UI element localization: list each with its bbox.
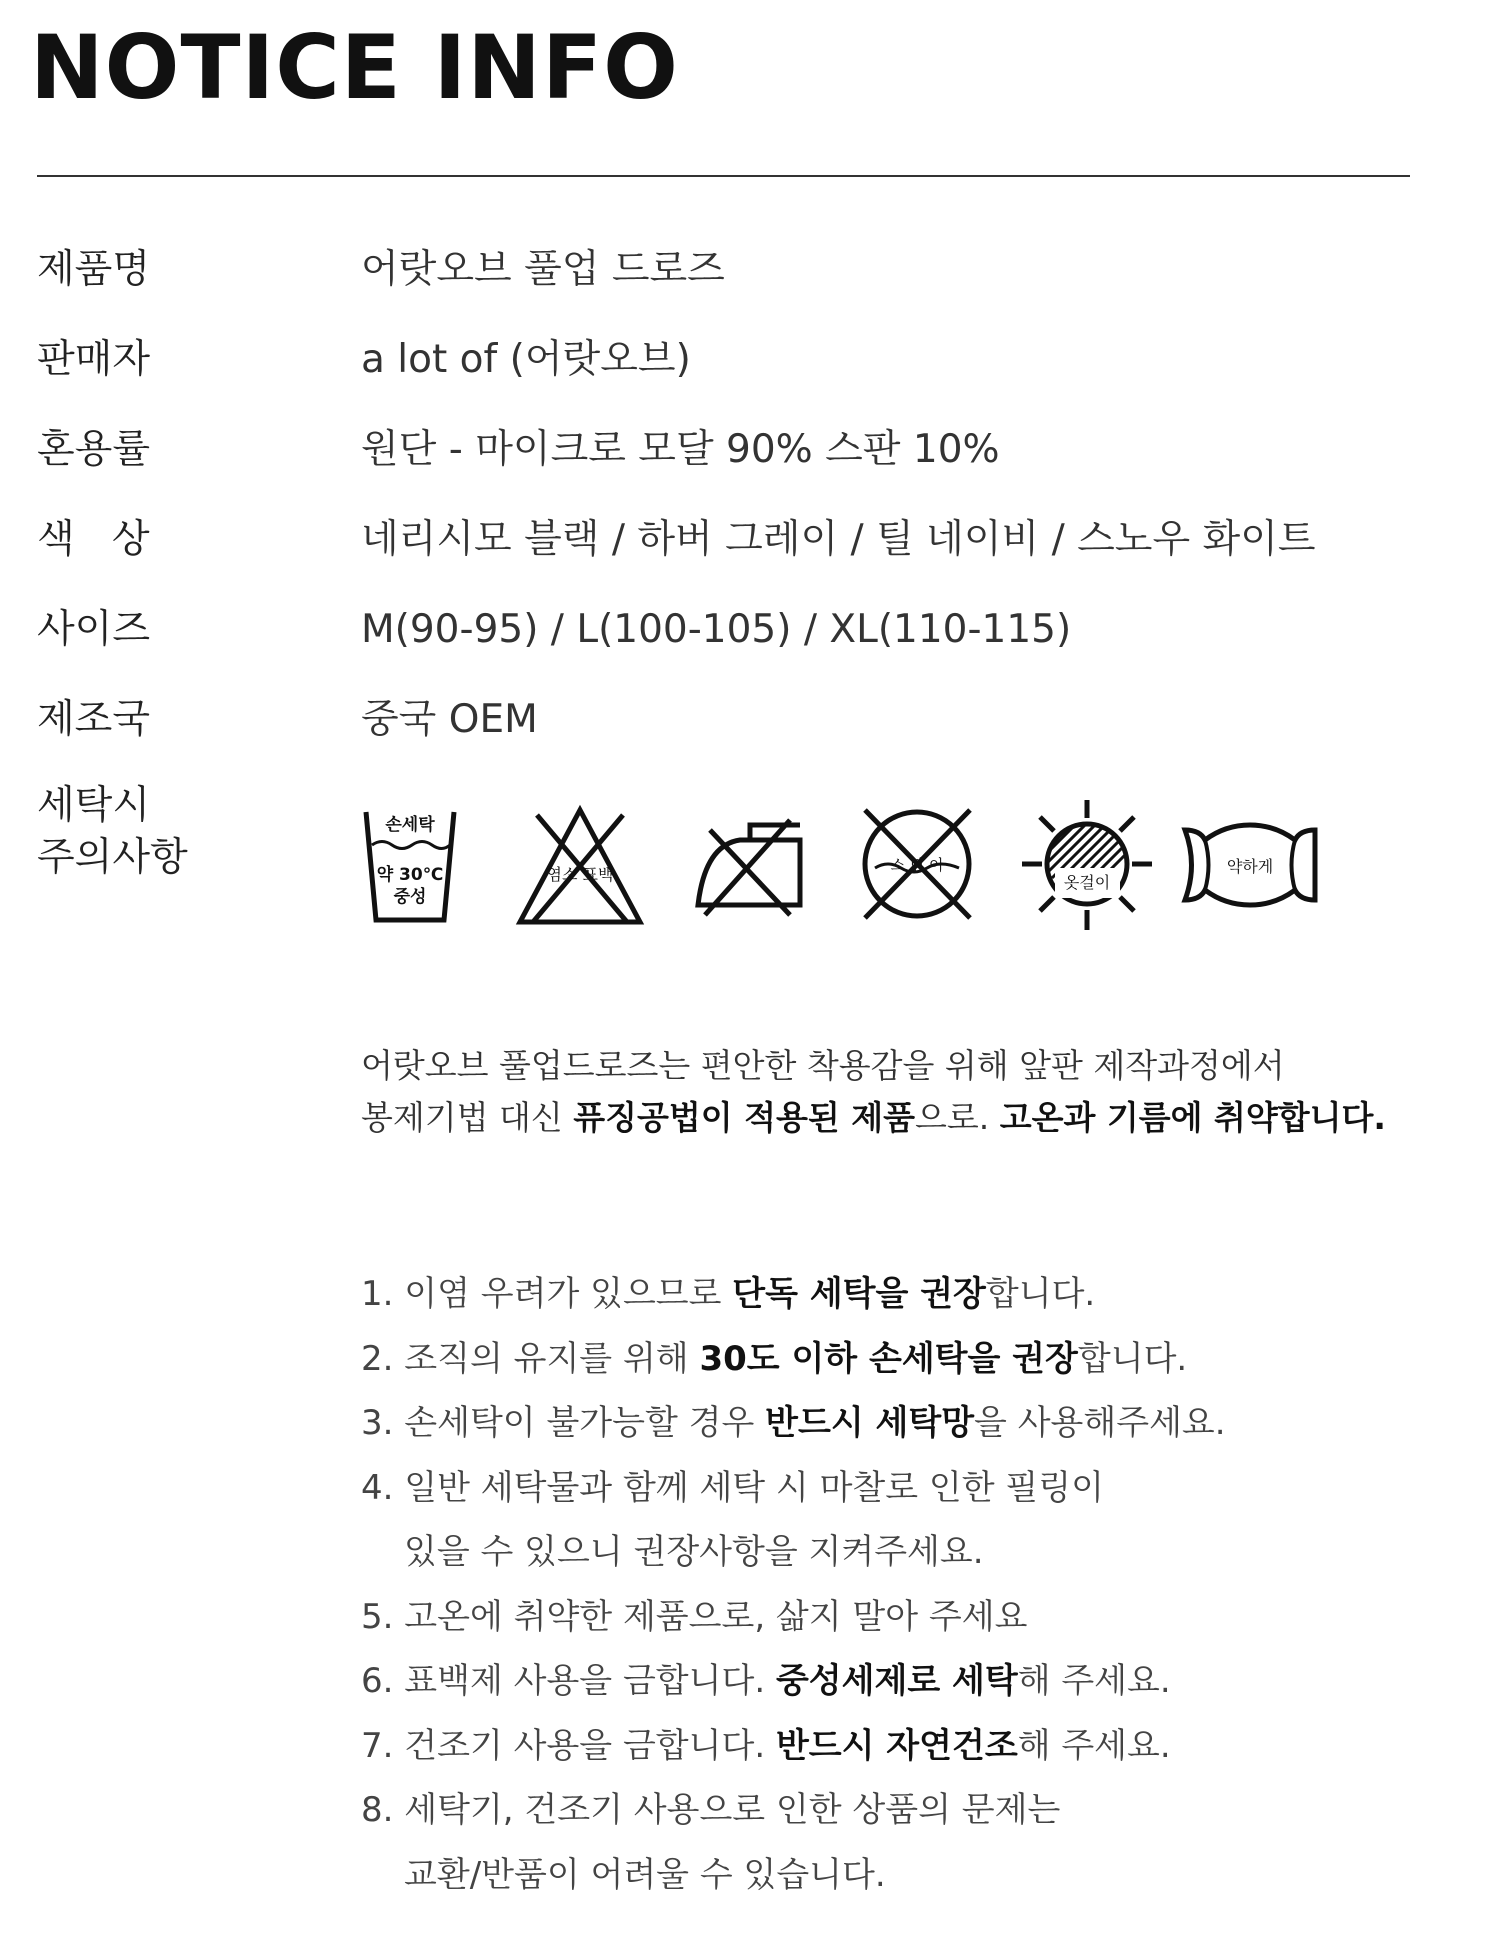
no-iron-icon bbox=[690, 800, 805, 928]
list-text: 건조기 사용을 금합니다. bbox=[404, 1725, 776, 1766]
info-label: 사이즈 bbox=[37, 607, 151, 652]
gentle-wring-icon bbox=[1180, 800, 1320, 928]
info-value: M(90-95) / L(100-105) / XL(110-115) bbox=[361, 607, 1072, 652]
info-value: 어랏오브 풀업 드로즈 bbox=[361, 247, 725, 292]
list-text: 표백제 사용을 금합니다. bbox=[404, 1661, 776, 1701]
care-icon-text: 약 30℃ bbox=[376, 865, 444, 885]
info-value: 원단 - 마이크로 모달 90% 스판 10% bbox=[361, 427, 1000, 472]
list-number: 1. bbox=[361, 1274, 394, 1314]
list-item bbox=[361, 1327, 1226, 1392]
list-text: 합니다. bbox=[1077, 1338, 1188, 1379]
list-text: 일반 세탁물과 함께 세탁 시 마찰로 인한 필링이 bbox=[404, 1467, 1104, 1508]
list-emphasis: 30도 이하 손세탁을 권장 bbox=[699, 1338, 1078, 1379]
info-label: 혼용률 bbox=[37, 427, 151, 472]
notice-line: 어랏오브 풀업드로즈는 편안한 착용감을 위해 앞판 제작과정에서 bbox=[361, 1046, 1285, 1085]
care-icon-text: 약하게 bbox=[1226, 857, 1274, 876]
list-text: 이염 우려가 있으므로 bbox=[404, 1274, 733, 1314]
page-title: NOTICE INFO bbox=[30, 16, 679, 119]
list-number: 3. bbox=[361, 1403, 394, 1443]
notice-emphasis: 고온과 기름에 취약합니다. bbox=[999, 1098, 1386, 1137]
care-instructions-list bbox=[361, 1262, 1226, 1907]
list-text: 교환/반품이 어려울 수 있습니다. bbox=[404, 1854, 886, 1895]
list-text: 해 주세요. bbox=[1017, 1661, 1171, 1701]
list-item-continuation bbox=[361, 1520, 1226, 1585]
care-icon-text: 옷걸이 bbox=[1063, 873, 1111, 892]
list-item bbox=[361, 1778, 1226, 1843]
list-number: 2. bbox=[361, 1338, 394, 1379]
list-number: 5. bbox=[361, 1596, 394, 1637]
notice-line bbox=[361, 1092, 1386, 1144]
notice-emphasis: 퓨징공법이 적용된 제품 bbox=[573, 1098, 916, 1137]
list-text: 고온에 취약한 제품으로, 삶지 말아 주세요 bbox=[404, 1596, 1028, 1637]
notice-text: 으로. bbox=[915, 1098, 1000, 1137]
care-label-line: 세탁시 bbox=[37, 783, 151, 828]
hand-wash-30-neutral-icon bbox=[360, 800, 460, 928]
list-number: 6. bbox=[361, 1661, 394, 1701]
care-icon-text: 손세탁 bbox=[385, 815, 435, 835]
care-icon-text: 염소 표백 bbox=[546, 865, 614, 884]
list-text: 조직의 유지를 위해 bbox=[404, 1338, 700, 1379]
list-emphasis: 반드시 자연건조 bbox=[775, 1725, 1018, 1766]
notice-text: 봉제기법 대신 bbox=[361, 1098, 574, 1137]
list-text: 합니다. bbox=[985, 1274, 1096, 1314]
info-label: 제조국 bbox=[37, 697, 151, 742]
info-label: 제품명 bbox=[37, 247, 151, 292]
list-text: 세탁기, 건조기 사용으로 인한 상품의 문제는 bbox=[404, 1790, 1061, 1830]
care-icon-text: 스 팀 이 bbox=[890, 856, 944, 874]
list-item bbox=[361, 1262, 1226, 1327]
list-emphasis: 중성세제로 세탁 bbox=[775, 1661, 1018, 1701]
list-item bbox=[361, 1585, 1226, 1650]
list-item bbox=[361, 1456, 1226, 1521]
list-text: 손세탁이 불가능할 경우 bbox=[404, 1403, 766, 1443]
list-text: 있을 수 있으니 권장사항을 지켜주세요. bbox=[404, 1532, 984, 1572]
info-label: 색 상 bbox=[37, 517, 150, 562]
list-number: 7. bbox=[361, 1725, 394, 1766]
list-item-continuation bbox=[361, 1843, 1226, 1908]
info-value: a lot of (어랏오브) bbox=[361, 337, 691, 382]
no-bleach-icon bbox=[515, 800, 645, 928]
divider bbox=[37, 175, 1410, 177]
list-emphasis: 단독 세탁을 권장 bbox=[732, 1274, 986, 1314]
hang-dry-shade-icon bbox=[1020, 800, 1155, 935]
care-label-line: 주의사항 bbox=[37, 835, 188, 880]
no-steam-icon bbox=[855, 800, 980, 928]
list-emphasis: 반드시 세탁망 bbox=[765, 1403, 975, 1443]
list-number: 8. bbox=[361, 1790, 394, 1830]
info-label: 판매자 bbox=[37, 337, 151, 382]
list-item bbox=[361, 1714, 1226, 1779]
list-item bbox=[361, 1391, 1226, 1456]
list-text: 해 주세요. bbox=[1017, 1725, 1171, 1766]
fusing-notice bbox=[361, 1040, 1386, 1144]
info-value: 중국 OEM bbox=[361, 697, 538, 742]
list-number: 4. bbox=[361, 1467, 394, 1508]
care-icon-text: 중성 bbox=[393, 887, 427, 907]
care-label bbox=[37, 780, 188, 884]
list-text: 을 사용해주세요. bbox=[974, 1403, 1226, 1443]
info-value: 네리시모 블랙 / 하버 그레이 / 틸 네이비 / 스노우 화이트 bbox=[361, 517, 1316, 562]
list-item bbox=[361, 1649, 1226, 1714]
